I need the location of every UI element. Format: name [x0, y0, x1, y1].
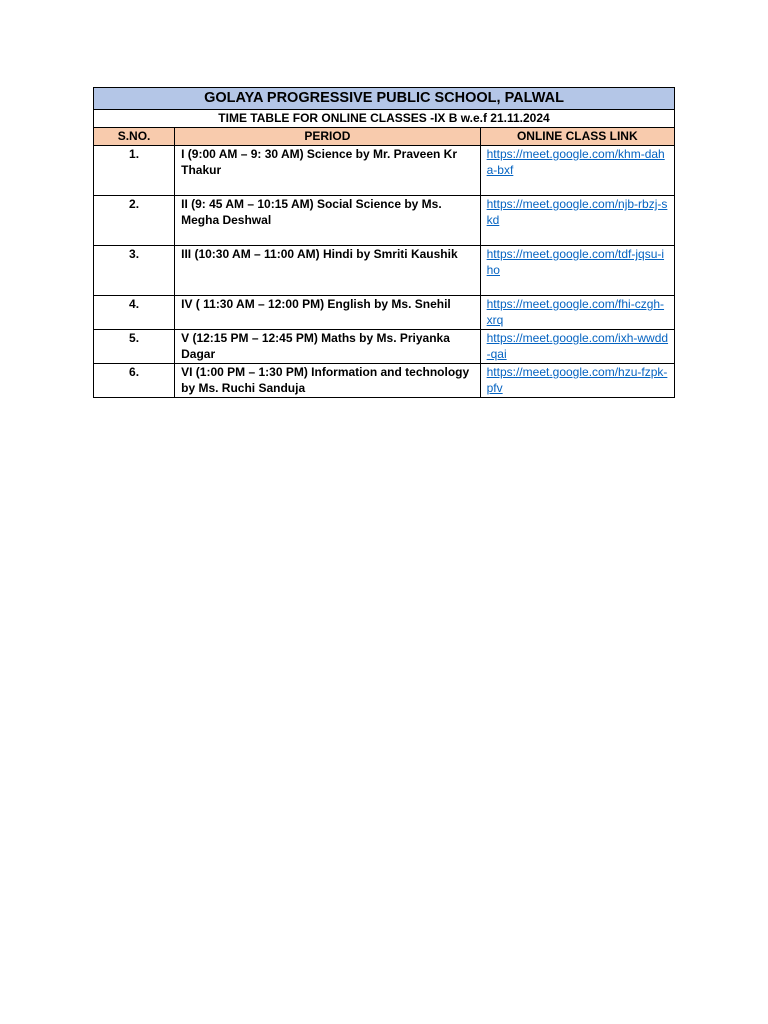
- table-row: [94, 146, 675, 196]
- meet-link[interactable]: https://meet.google.com/tdf-jqsu-iho: [486, 247, 665, 277]
- timetable-document: [93, 87, 675, 398]
- meet-link[interactable]: https://meet.google.com/njb-rbzj-skd: [486, 197, 668, 227]
- row-period: II (9: 45 AM – 10:15 AM) Social Science by Ms. Megha Deshwal: [175, 196, 481, 246]
- row-sno: 5.: [94, 330, 175, 364]
- meet-link[interactable]: https://meet.google.com/hzu-fzpk-pfv: [486, 365, 668, 395]
- timetable-table: [93, 87, 675, 398]
- row-sno: 4.: [94, 296, 175, 330]
- row-link-cell: [480, 146, 674, 196]
- row-sno: 6.: [94, 364, 175, 398]
- timetable-subtitle: TIME TABLE FOR ONLINE CLASSES -IX B w.e.f 21.11.2024: [94, 110, 675, 128]
- row-link-cell: [480, 196, 674, 246]
- subtitle-row: [94, 110, 675, 128]
- school-name: GOLAYA PROGRESSIVE PUBLIC SCHOOL, PALWAL: [94, 88, 675, 110]
- row-period: I (9:00 AM – 9: 30 AM) Science by Mr. Praveen Kr Thakur: [175, 146, 481, 196]
- title-row: [94, 88, 675, 110]
- table-row: [94, 296, 675, 330]
- row-period: VI (1:00 PM – 1:30 PM) Information and technology by Ms. Ruchi Sanduja: [175, 364, 481, 398]
- header-link: ONLINE CLASS LINK: [480, 128, 674, 146]
- row-sno: 2.: [94, 196, 175, 246]
- header-period: PERIOD: [175, 128, 481, 146]
- meet-link[interactable]: https://meet.google.com/ixh-wwdd-qai: [486, 331, 669, 361]
- meet-link[interactable]: https://meet.google.com/fhi-czgh-xrq: [486, 297, 665, 327]
- header-row: [94, 128, 675, 146]
- header-sno: S.NO.: [94, 128, 175, 146]
- table-row: [94, 246, 675, 296]
- row-period: III (10:30 AM – 11:00 AM) Hindi by Smriti Kaushik: [175, 246, 481, 296]
- row-link-cell: [480, 246, 674, 296]
- row-period: IV ( 11:30 AM – 12:00 PM) English by Ms. Snehil: [175, 296, 481, 330]
- row-sno: 1.: [94, 146, 175, 196]
- row-link-cell: [480, 364, 674, 398]
- row-sno: 3.: [94, 246, 175, 296]
- row-link-cell: [480, 330, 674, 364]
- table-row: [94, 330, 675, 364]
- table-row: [94, 364, 675, 398]
- row-link-cell: [480, 296, 674, 330]
- table-row: [94, 196, 675, 246]
- row-period: V (12:15 PM – 12:45 PM) Maths by Ms. Priyanka Dagar: [175, 330, 481, 364]
- meet-link[interactable]: https://meet.google.com/khm-daha-bxf: [486, 147, 665, 177]
